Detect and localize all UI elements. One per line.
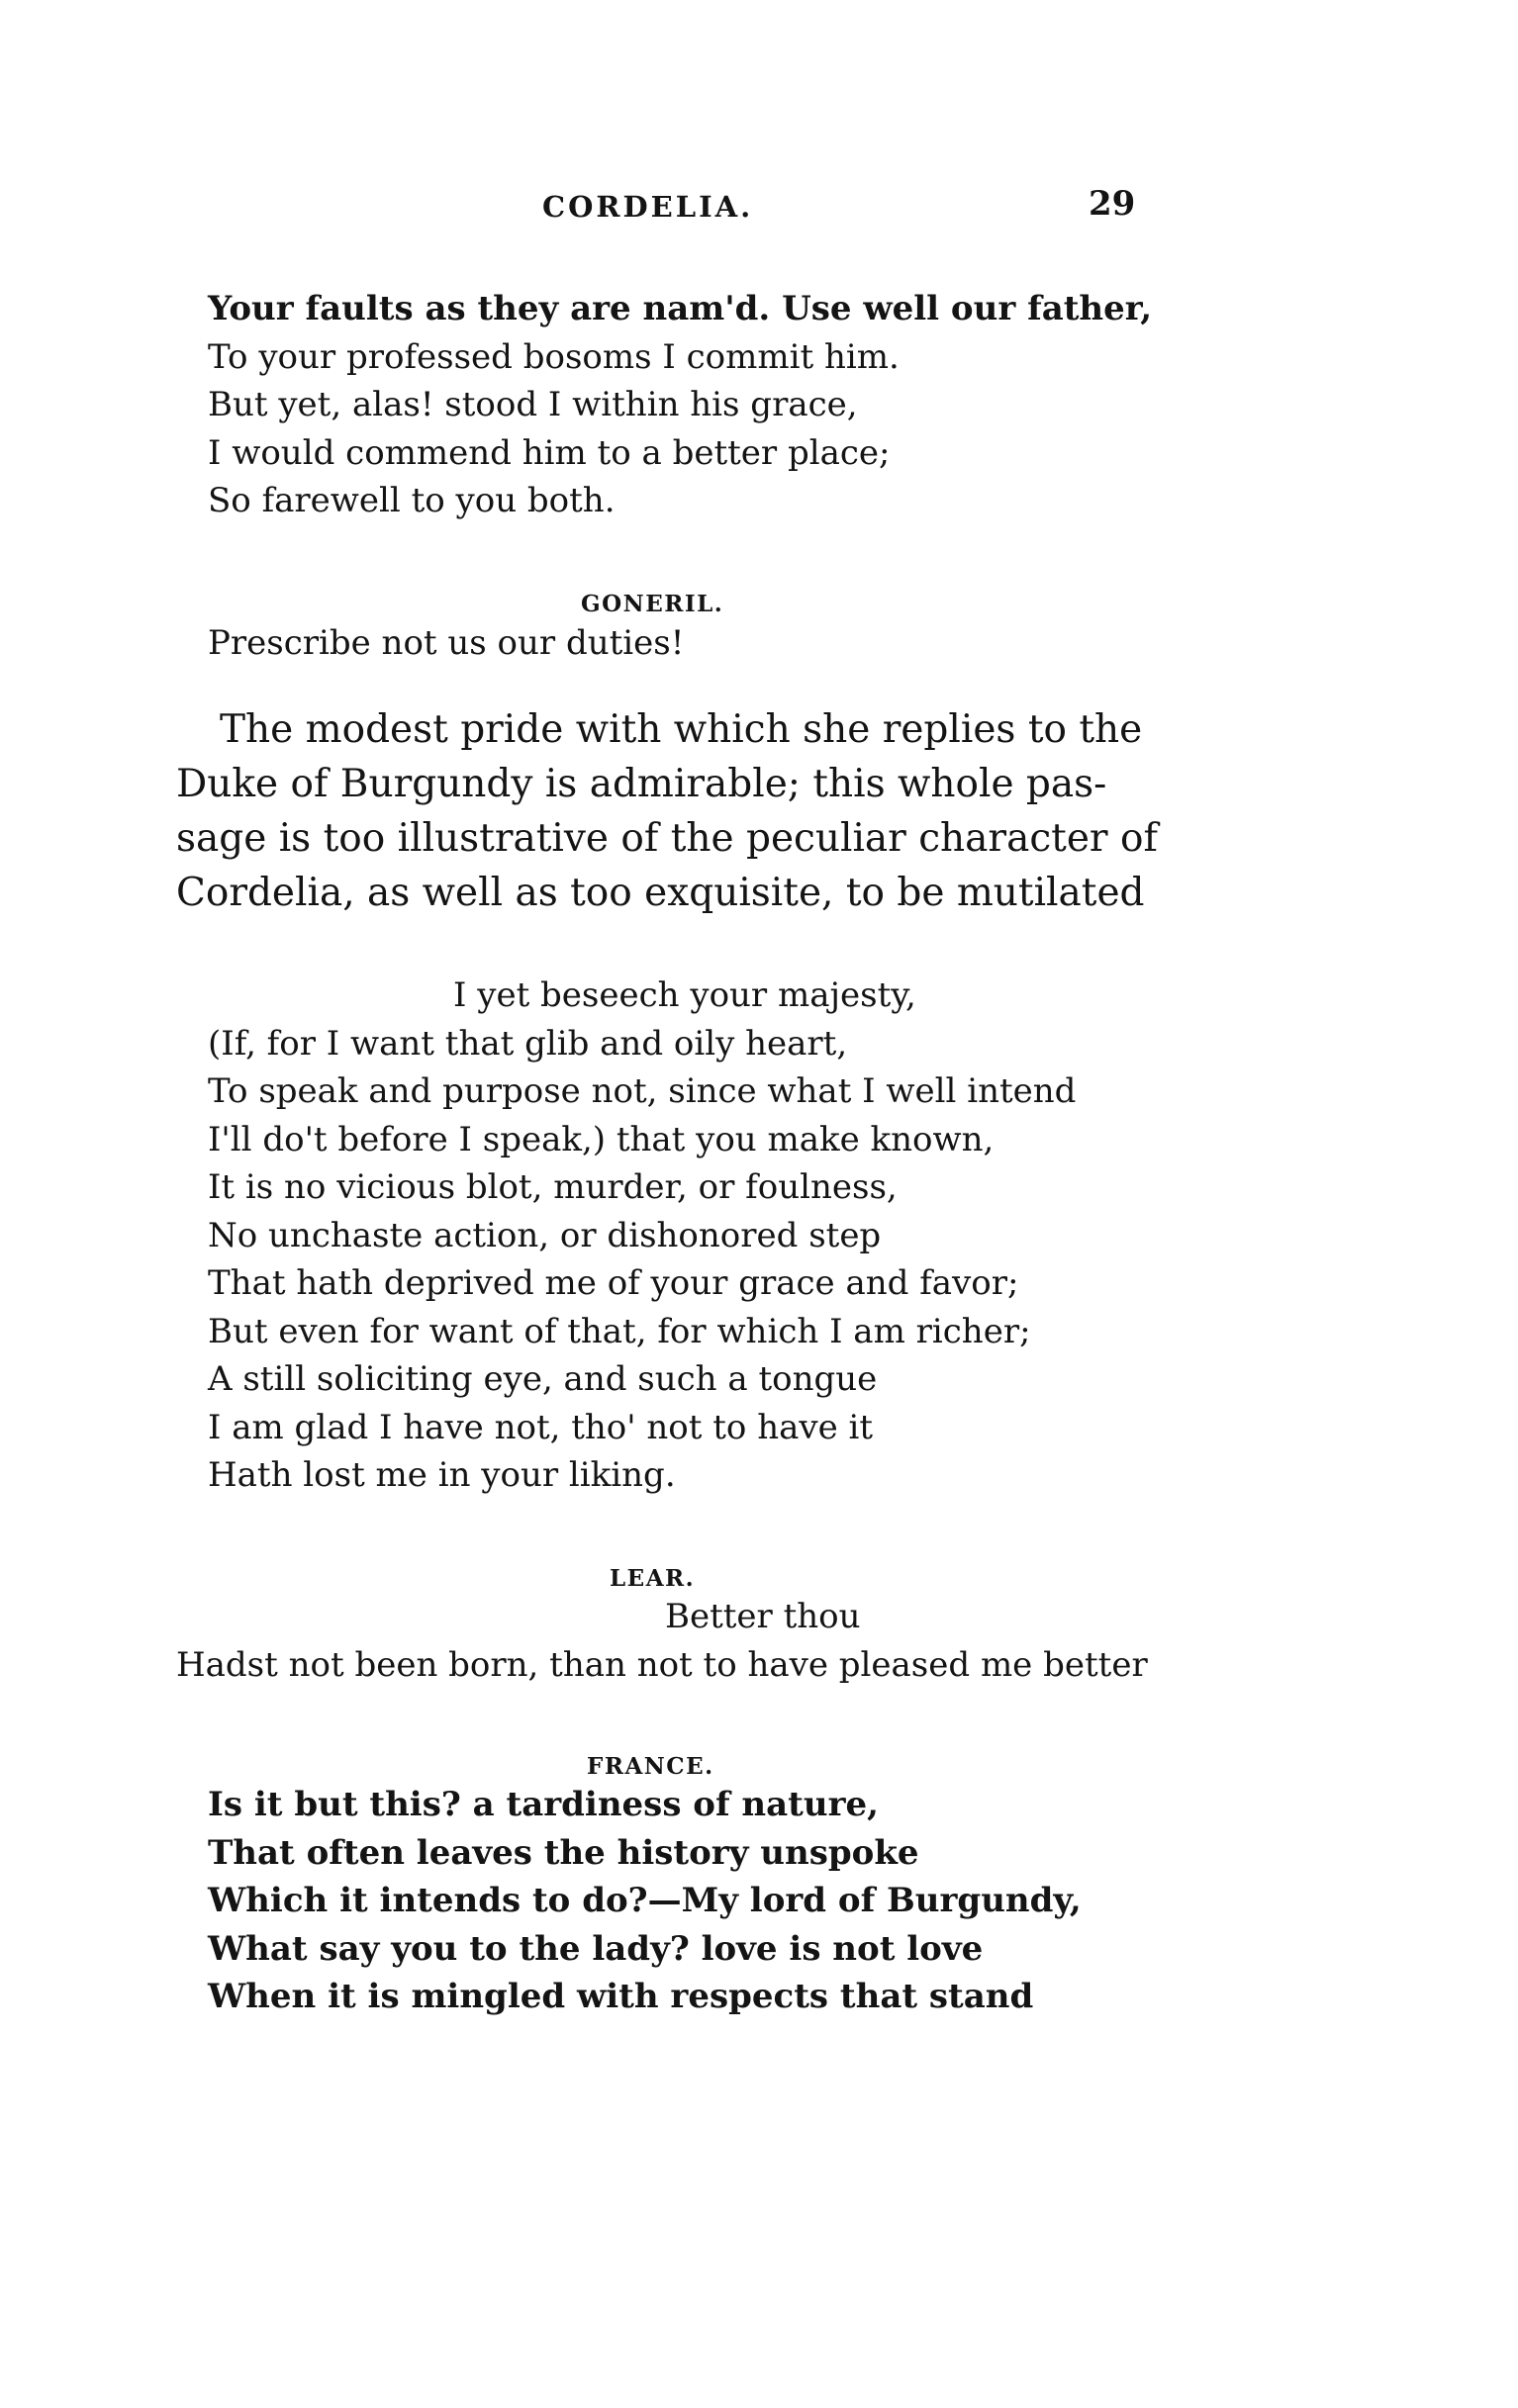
verse-passage-france [208,1781,1082,2021]
verse-line: Hath lost me in your liking. [208,1455,676,1495]
verse-line: So farewell to you both. [208,481,616,520]
verse-line: A still soliciting eye, and such a tongue [208,1359,878,1399]
verse-line: What say you to the lady? love is not love [208,1928,984,1969]
verse-line: It is no vicious blot, murder, or foulness, [208,1167,898,1207]
verse-line: To speak and purpose not, since what I well intend [208,1071,1077,1111]
verse-passage-goneril [208,619,684,668]
speaker-france: FRANCE. [587,1753,714,1780]
verse-passage-lear [176,1593,1148,1689]
prose-line: Cordelia, as well as too exquisite, to be mutilated [176,871,1145,915]
running-title: CORDELIA. [542,190,754,224]
verse-line: I'll do't before I speak,) that you make known, [208,1119,995,1159]
verse-line: (If, for I want that glib and oily heart, [208,1023,848,1064]
running-head [0,184,1518,237]
verse-line: To your professed bosoms I commit him. [208,336,900,377]
verse-line: Prescribe not us our duties! [208,623,685,663]
verse-line: I would commend him to a better place; [208,432,891,473]
verse-line: Better thou [665,1597,861,1636]
verse-line: When it is mingled with respects that stand [208,1977,1034,2016]
verse-line: But yet, alas! stood I within his grace, [208,385,858,424]
verse-line: I am glad I have not, tho' not to have it [208,1407,874,1447]
prose-line: Duke of Burgundy is admirable; this whole pas- [176,762,1107,806]
verse-line: But even for want of that, for which I am richer; [208,1311,1031,1351]
page-number: 29 [1089,184,1136,224]
verse-line: Your faults as they are nam'd. Use well our father, [208,289,1153,328]
commentary-paragraph [176,702,1166,920]
verse-line: No unchaste action, or dishonored step [208,1215,882,1255]
prose-line: sage is too illustrative of the peculiar character of [176,816,1158,861]
verse-line: That hath deprived me of your grace and favor; [208,1263,1019,1303]
verse-passage-cordelia-speech [208,972,1076,1500]
verse-line: Which it intends to do?—My lord of Burgundy, [208,1881,1082,1920]
prose-line: The modest pride with which she replies to the [220,707,1143,752]
verse-line: I yet beseech your majesty, [453,975,916,1015]
verse-line: Is it but this? a tardiness of nature, [208,1785,879,1824]
verse-passage-cordelia-farewell [208,285,1152,525]
speaker-lear: LEAR. [610,1565,696,1592]
speaker-goneril: GONERIL. [581,591,724,617]
verse-line: That often leaves the history unspoke [208,1832,919,1873]
verse-line: Hadst not been born, than not to have pleased me better [176,1644,1148,1685]
